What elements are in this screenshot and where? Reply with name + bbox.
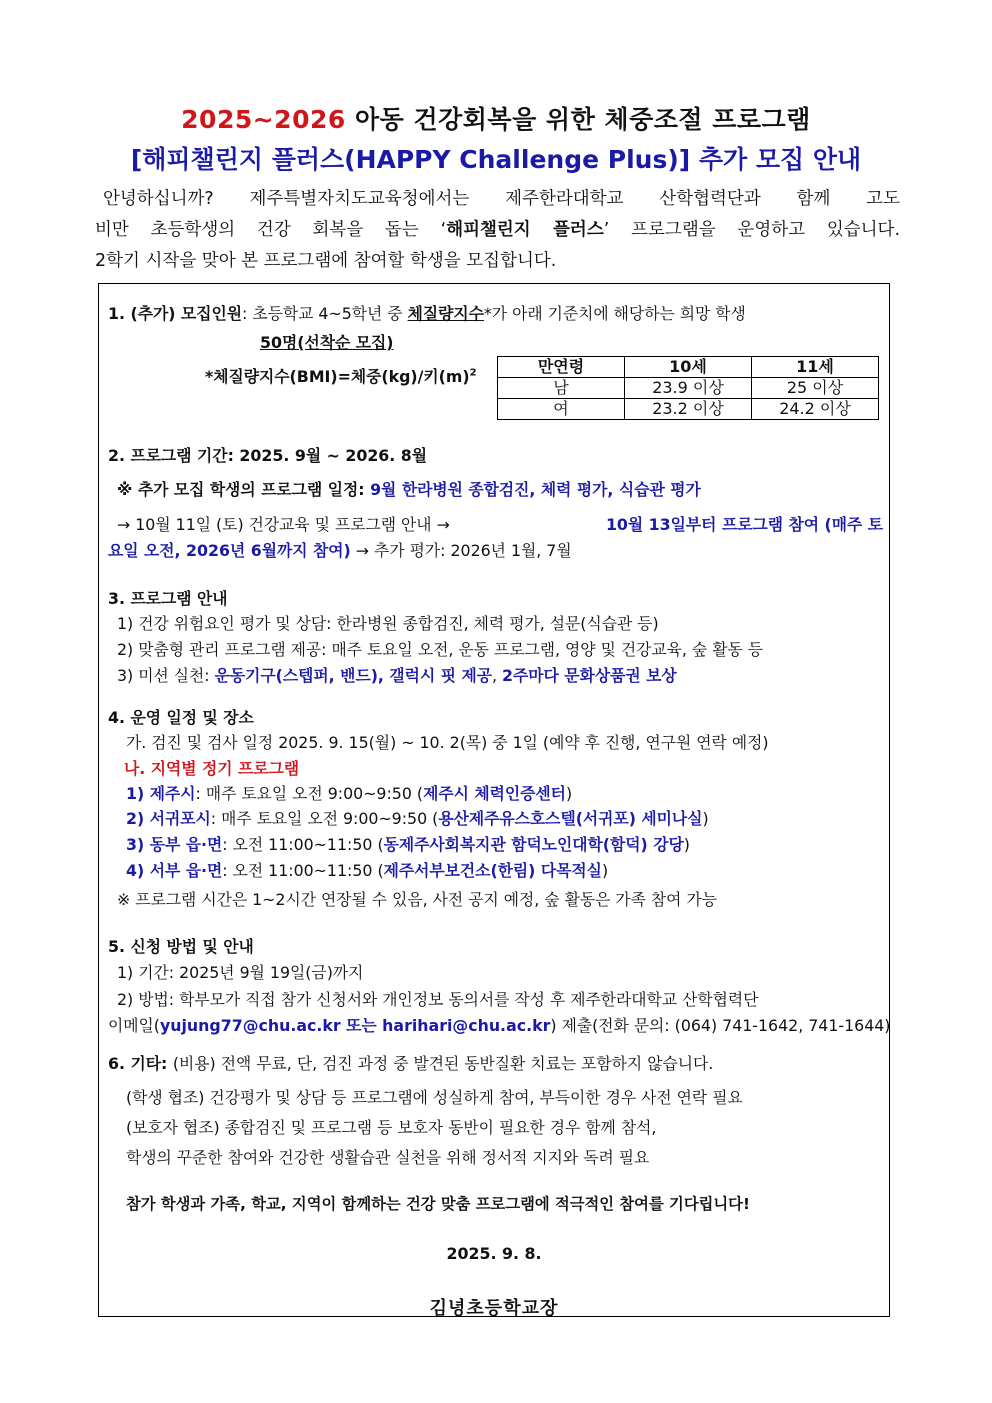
document-date: 2025. 9. 8. [446,1244,542,1263]
sec5-item-1: 1) 기간: 2025년 9월 19일(금)까지 [117,963,364,982]
region-time: : 오전 11:00~11:50 ( [222,861,384,880]
sec2-period: : 2025. 9월 ~ 2026. 8월 [227,446,428,465]
title-line-1 [0,100,992,136]
sec6-text: (비용) 전액 무료, 단, 검진 과정 중 발견된 동반질환 치료는 포함하지 않습니다. [172,1054,714,1073]
bmi-formula-text: *체질량지수(BMI)=체중(kg)/키(m) [205,367,470,386]
sec1-text: : 초등학교 4~5학년 중 [242,304,408,323]
sec4-heading: 4. 운영 일정 및 장소 [108,708,254,727]
sec2-text: → 10월 11일 (토) 건강교육 및 프로그램 안내 → [117,515,450,534]
sec4-note: ※ 프로그램 시간은 1~2시간 연장될 수 있음, 사전 공지 예정, 숲 활동은 가족 참여 가능 [117,890,717,909]
region-paren: ) [683,835,690,854]
program-name: 해피챌린지 플러스 [446,220,604,240]
table-header-cell: 11세 [752,357,879,378]
sec1-count: 50명(선착순 모집) [260,333,394,352]
table-cell: 23.9 이상 [625,378,752,399]
sec3-text: 3) 미션 실천: [117,666,215,685]
contact-emails: yujung77@chu.ac.kr 또는 harihari@chu.ac.kr [159,1016,551,1035]
sec6-line-2: (학생 협조) 건강평가 및 상담 등 프로그램에 성실하게 참여, 부득이한 경우 사전 연락 필요 [126,1088,743,1107]
sec2-text: → 추가 평가: 2026년 1월, 7월 [350,541,572,560]
region-time: : 매주 토요일 오전 9:00~9:50 ( [195,784,424,803]
region-time: : 매주 토요일 오전 9:00~9:50 ( [210,809,439,828]
region-place: 용산제주유스호스텔(서귀포) 세미나실 [438,809,703,828]
intro-text: 비만 초등학생의 건강 회복을 돕는 ‘ [95,220,447,240]
region-paren: ) [702,809,709,828]
table-cell: 23.2 이상 [625,399,752,420]
region-place: 동제주사회복지관 함덕노인대학(함덕) 강당 [383,835,684,854]
sec1-heading: 1. (추가) 모집인원 [108,304,242,323]
table-header-row [498,357,879,378]
sec1-line-1 [108,301,883,324]
sec2-note-schedule: 9월 한라병원 종합검진, 체력 평가, 식습관 평가 [370,480,701,499]
sec2-heading: 2. 프로그램 기간 [108,446,228,465]
sec2-line-1 [108,443,427,466]
title-line-2: [해피챌린지 플러스(HAPPY Challenge Plus)] 추가 모집 안내 [130,145,862,174]
region-name: 3) 동부 읍·면 [126,835,223,854]
sec4-item-a: 가. 검진 및 검사 일정 2025. 9. 15(월) ~ 10. 2(목) 중 1일 (예약 후 진행, 연구원 연락 예정) [126,733,769,752]
title-rest: 아동 건강회복을 위한 체중조절 프로그램 [345,105,811,134]
bmi-formula [205,364,477,387]
sec2-note [117,477,701,500]
sec6-line-4: 학생의 꾸준한 참여와 건강한 생활습관 실천을 위해 정서적 지지와 독려 필요 [126,1148,650,1167]
sec5-text: 이메일( [108,1016,160,1035]
sec4-item-b: 나. 지역별 정기 프로그램 [124,759,300,778]
intro-paragraph [95,184,900,277]
signature: 김녕초등학교장 [429,1298,559,1319]
sec5-text: ) 제출(전화 문의: (064) 741-1642, 741-1644) [550,1016,891,1035]
region-name: 4) 서부 읍·면 [126,861,223,880]
table-cell: 남 [498,378,625,399]
sec2-note-head: ※ 추가 모집 학생의 프로그램 일정: [117,480,371,499]
sec3-text: , [491,666,503,685]
table-row [498,378,879,399]
sec3-reward: 2주마다 문화상품권 보상 [502,666,677,685]
bmi-term: 체질량지수 [407,304,484,323]
sec6-line-1 [108,1051,713,1074]
region-west [126,858,608,881]
intro-line-1: 안녕하십니까? 제주특별자치도교육청에서는 제주한라대학교 산학협력단과 함께 고도 [103,189,900,209]
sec3-item-1: 1) 건강 위험요인 평가 및 상담: 한라병원 종합검진, 체력 평가, 설문(식습관 등) [117,614,659,633]
region-name: 2) 서귀포시 [126,809,211,828]
table-row [498,399,879,420]
region-seogwipo [126,806,709,829]
sec6-heading: 6. 기타: [108,1054,173,1073]
region-jeju [126,781,572,804]
sec2-line-3 [117,512,883,535]
region-time: : 오전 11:00~11:50 ( [222,835,384,854]
region-paren: ) [601,861,609,880]
region-east [126,832,690,855]
sec3-item-3 [117,663,677,686]
sec2-participation: 10월 13일부터 프로그램 참여 (매주 토 [605,515,883,534]
sec3-equipment: 운동기구(스텝퍼, 밴드), 갤럭시 핏 제공 [214,666,492,685]
title-years: 2025~2026 [181,105,346,134]
bmi-table [497,356,879,420]
sec3-heading: 3. 프로그램 안내 [108,589,228,608]
intro-line-3: 2학기 시작을 맞아 본 프로그램에 참여할 학생을 모집합니다. [95,251,557,271]
sec1-text: *가 아래 기준치에 해당하는 희망 학생 [483,304,746,323]
closing-message: 참가 학생과 가족, 학교, 지역이 함께하는 건강 맞춤 프로그램에 적극적인 참여를 기다립니다! [126,1195,750,1213]
sec5-item-3 [108,1013,890,1036]
sec5-heading: 5. 신청 방법 및 안내 [108,937,254,956]
table-header-cell: 10세 [625,357,752,378]
sec5-item-2: 2) 방법: 학부모가 직접 참가 신청서와 개인정보 동의서를 작성 후 제주한라대학교 산학협력단 [117,990,759,1009]
region-paren: ) [565,784,573,803]
region-name: 1) 제주시 [126,784,196,803]
sec2-line-4 [108,538,572,561]
sec2-participation-cont: 요일 오전, 2026년 6월까지 참여) [108,541,351,560]
table-cell: 25 이상 [752,378,879,399]
sec6-line-3: (보호자 협조) 종합검진 및 프로그램 등 보호자 동반이 필요한 경우 함께 참석, [126,1118,657,1137]
table-cell: 여 [498,399,625,420]
bmi-formula-sup: 2 [469,367,477,379]
table-cell: 24.2 이상 [752,399,879,420]
intro-line-2 [95,215,900,246]
region-place: 제주시 체력인증센터 [423,784,566,803]
sec3-item-2: 2) 맞춤형 관리 프로그램 제공: 매주 토요일 오전, 운동 프로그램, 영양 및 건강교육, 숲 활동 등 [117,640,764,659]
intro-text: ’ 프로그램을 운영하고 있습니다. [603,220,901,240]
table-header-cell: 만연령 [498,357,625,378]
region-place: 제주서부보건소(한림) 다목적실 [383,861,602,880]
